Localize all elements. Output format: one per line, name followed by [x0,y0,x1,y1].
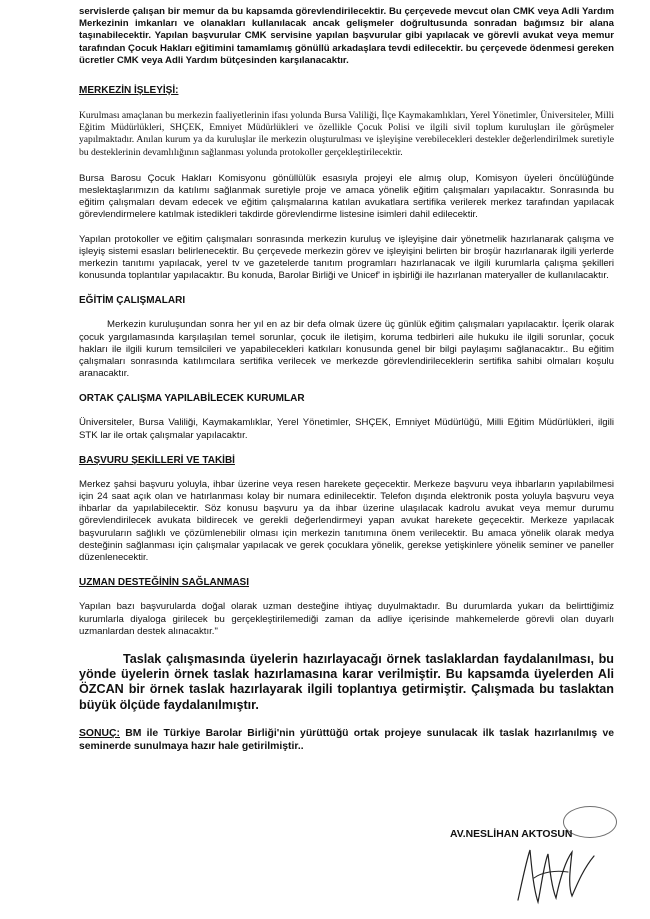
signature-name: AV.NESLİHAN AKTOSUN [450,829,573,840]
section-title-egitim: EĞİTİM ÇALIŞMALARI [79,295,186,307]
merkez-paragraph-2: Bursa Barosu Çocuk Hakları Komisyonu gönüllülük esasıyla projeyi ele almış olup, Komisyon üyeleri öncülüğünde meslektaşlarımızın da katılımı sağlanmak suretiyle proje ve amaca yönelik eğitim çalışmaları yapılacaktır. Sonrasında bu eğitim çalışmaları devam edecek ve eğitim çalışmalarına katılan avukatlara sertifika verilerek merkez tarafından yapılacak görevlendirmelere katılmak istedikleri takdirde görevlendirme listesine isimleri dahil edilecektir. [79,172,614,221]
section-title-ortak: ORTAK ÇALIŞMA YAPILABİLECEK KURUMLAR [79,393,305,405]
document-page [79,6,614,753]
section-title-basvuru: BAŞVURU ŞEKİLLERİ VE TAKİBİ [79,454,235,466]
handwritten-signature-icon [512,842,602,908]
intro-paragraph: servislerde çalışan bir memur da bu kapsamda görevlendirilecektir. Bu çerçevede mevcut olan CMK veya Adli Yardım Merkezinin imkanları ve olanakları kullanılacak ancak gelişmeler doğrultusunda sonradan bağımsız bir alana taşınabilecektir. Yapılan başvurular CMK servisine yapılan başvurular gibi yapılacak ve görevli avukat veya memur tarafından Çocuk Hakları eğitimini tamamlamış gönüllü arkadaşlara tevdi edilecektir. bu çerçevede ödenmesi gereken ücretler CMK veya Adli Yardım bütçesinden karşılanacaktır. [79,6,614,66]
sonuc-text: BM ile Türkiye Barolar Birliği'nin yürüttüğü ortak projeye sunulacak ilk taslak hazırlanılmış ve seminerde sunulmaya hazır hale getirilmiştir.. [79,727,614,752]
section-title-uzman: UZMAN DESTEĞİNİN SAĞLANMASI [79,577,249,589]
merkez-paragraph-3: Yapılan protokoller ve eğitim çalışmaları sonrasında merkezin kuruluş ve işleyişine dair yönetmelik hazırlanarak çalışma ve işleyiş sistemi esasları belirlenecektir. Bu çerçevede merkezin görev ve işleyişini belirten bir broşür hazırlanarak ilgili yerlerde merkezin tanıtımı yapılacak, yerel tv ve gazetelerde tanıtım programları hazırlanacak ve ilgili kurumlarla çalışma şekilleri konusunda toplantılar yapılacaktır. Bu konuda, Barolar Birliği ve Unicef' in işbirliği ile hazırlanan materyaller de kullanılacaktır. [79,233,614,282]
merkez-paragraph-1: Kurulması amaçlanan bu merkezin faaliyetlerinin ifası yolunda Bursa Valiliği, İlçe Kaymakamlıkları, Yerel Yönetimler, Üniversiteler, Milli Eğitim Müdürlükleri, SHÇEK, Emniyet Müdürlükleri ve özellikle Çocuk Polisi ve ilgili sivil toplum kuruluşları ile görüşmeler yapılmaktadır. Anılan kurum ya da kuruluşlar ile merkezin oluşturulması ve işleyişine verebilecekleri destekler değerlendirilmek suretiyle bu desteklerinin devamlılığının sağlanması yolunda protokoller gerçekleştirilecektir. [79,110,614,158]
sonuc-label: SONUÇ: [79,727,120,739]
ortak-paragraph: Üniversiteler, Bursa Valiliği, Kaymakamlıklar, Yerel Yönetimler, SHÇEK, Emniyet Müdürlüğü, Milli Eğitim Müdürlükleri, ilgili STK lar ile ortak çalışmalar yapılacaktır. [79,417,614,441]
egitim-paragraph: Merkezin kuruluşundan sonra her yıl en az bir defa olmak üzere üç günlük eğitim çalışmaları yapılacaktır. İçerik olarak çocuk yargılamasında karşılaşılan temel sorunlar, çocuk ile iletişim, koruma tedbirleri aile hukuku ile ilgili sorunlar, çocuk hakları ile ilgili kurum temsilcileri ve yapabilecekleri katkıları konusunda genel bir bilgi paylaşımı sağlanacaktır.. Bu eğitim çalışmaları sonrasında katılımcılara sertifika verilecek ve merkezde görevlendirileceklerin sertifika sahibi olmaları koşulu aranacaktır. [79,319,614,380]
uzman-paragraph: Yapılan bazı başvurularda doğal olarak uzman desteğine ihtiyaç duyulmaktadır. Bu durumlarda yukarı da belirttiğimiz kurumlarla diyaloga girilecek bu gerçekleştirilemediği zaman da adliye içerisinde mahkemelerde görevli olan duyarlı uzmanlardan destek alınacaktır." [79,601,614,637]
section-title-merkez: MERKEZİN İŞLEYİŞİ: [79,85,179,97]
basvuru-paragraph: Merkez şahsi başvuru yoluyla, ihbar üzerine veya resen harekete geçecektir. Merkeze başvuru veya ihbarların yapılabilmesi için 24 saat açık olan ve hatırlanması kolay bir numara edinilecektir. Telefon dışında elektronik posta yoluyla başvuru veya ihbarlar da yapılabilecektir. Söz konusu başvuru ya da ihbar üzerine ulaşılacak kadrolu avukat veya memur durumu görevlendirilecek avukata bildirecek ve gerekli değerlendirmeyi yapan avukat harekete geçecektir. Merkeze yapılacak başvuruların sağlıklı ve çözümlenebilir olması için merkezin tanıtımına önem verilecektir. Bu amaca yönelik olarak medya desteğinin sağlanması için çalışmalar yapılacak ve gerek çocuklara yönelik, gerekse yetişkinlere yönelik seminer ve paneller düzenlenecektir. [79,478,614,564]
taslak-paragraph: Taslak çalışmasında üyelerin hazırlayacağı örnek taslaklardan faydalanılması, bu yönde üyelerin örnek taslak hazırlamasına karar verilmiştir. Bu kapsamda üyelerden Ali ÖZCAN bir örnek taslak hazırlayarak ilgili toplantıya getirmiştir. Çalışmada bu taslaktan büyük ölçüde faydalanılmıştır. [79,651,614,712]
sonuc-paragraph [79,727,614,753]
